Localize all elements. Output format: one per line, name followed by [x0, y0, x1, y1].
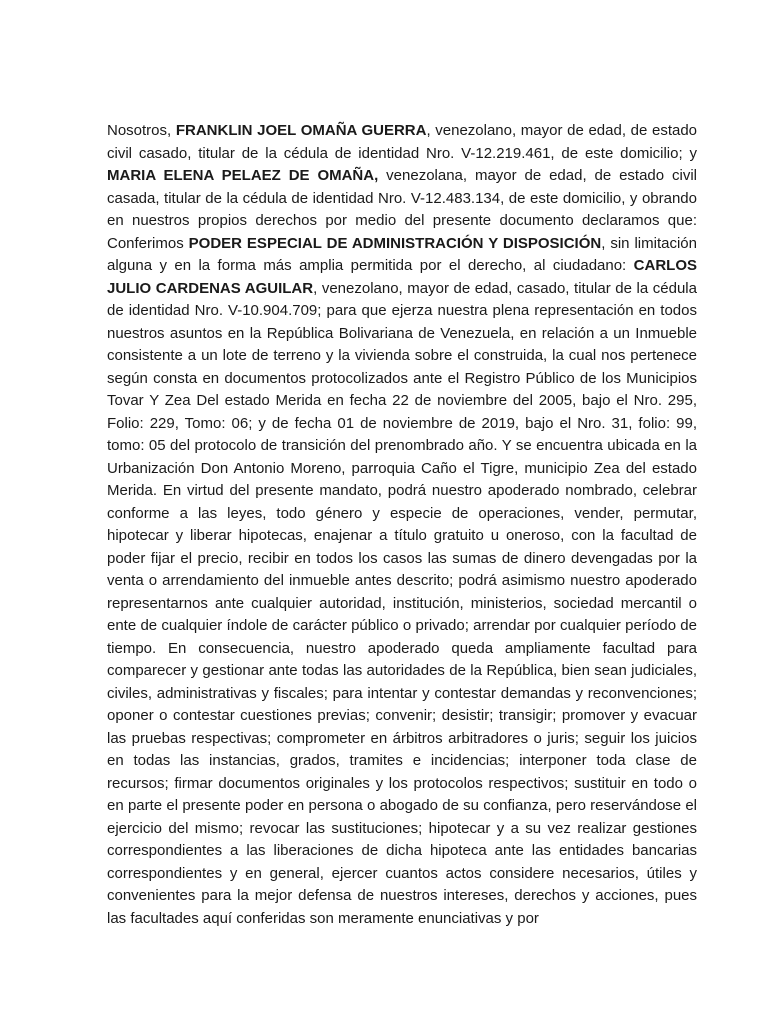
text-run: , venezolano, mayor de edad, de estado civil casado, titular de la cédula de identidad Nro. V-12.219.461, de este domicilio; y — [107, 122, 698, 162]
power-type: PODER ESPECIAL DE ADMINISTRACIÓN Y DISPOSICIÓN — [188, 234, 602, 252]
text-run: venezolana, mayor de edad, de estado civil casada, titular de la cédula de identidad Nro. V-12.483.134, de este domicilio, y obrando en nuestros propios derechos por medio del presente documento declaramos que: Conferimos — [107, 167, 697, 252]
text-run: Nosotros, — [107, 122, 176, 139]
text-run: , sin limitación alguna y en la forma más amplia permitida por el derecho, al ciudadano: — [107, 234, 697, 274]
name-franklin-joel: FRANKLIN JOEL OMAÑA GUERRA — [175, 122, 427, 139]
name-carlos-julio: CARLOS JULIO CARDENAS AGUILAR — [107, 257, 697, 297]
document-paragraph — [107, 120, 697, 930]
name-maria-elena: MARIA ELENA PELAEZ DE OMAÑA, — [107, 167, 379, 184]
text-run: , venezolano, mayor de edad, casado, titular de la cédula de identidad Nro. V-10.904.709; para que ejerza nuestra plena representación en todos nuestros asuntos en la República Bolivariana de Venezuela, en relación a un Inmueble consistente a un lote de terreno y la vivienda sobre el construida, la cual nos pertenece según consta en documentos protocolizados ante el Registro Público de los Municipios Tovar Y Zea Del estado Merida en fecha 22 de noviembre del 2005, bajo el Nro. 295, Folio: 229, Tomo: 06; y de fecha 01 de noviembre de 2019, bajo el Nro. 31, folio: 99, tomo: 05 del protocolo de transición del prenombrado año. Y se encuentra ubicada en la Urbanización Don Antonio Moreno, parroquia Caño el Tigre, municipio Zea del estado Merida. En virtud del presente mandato, podrá nuestro apoderado nombrado, celebrar conforme a las leyes, todo género y especie de operaciones, vender, permutar, hipotecar y liberar hipotecas, enajenar a título gratuito u oneroso, con la facultad de poder fijar el precio, recibir en todos los casos las sumas de dinero devengadas por la venta o arrendamiento del inmueble antes descrito; podrá asimismo nuestro apoderado representarnos ante cualquier autoridad, institución, ministerios, sociedad mercantil o ente de cualquier índole de carácter público o privado; arrendar por cualquier período de tiempo. En consecuencia, nuestro apoderado queda ampliamente facultad para comparecer y gestionar ante todas las autoridades de la República, bien sean judiciales, civiles, administrativas y fiscales; para intentar y contestar demandas y reconvenciones; oponer o contestar cuestiones previas; convenir; desistir; transigir; promover y evacuar las pruebas respectivas; comprometer en árbitros arbitradores o juris; seguir los juicios en todas las instancias, grados, tramites e incidencias; interponer toda clase de recursos; firmar documentos originales y los protocolos respectivos; sustituir en todo o en parte el presente poder en persona o abogado de su confianza, pero reservándose el ejercicio del mismo; revocar las sustituciones; hipotecar y a su vez realizar gestiones correspondientes a las liberaciones de dicha hipoteca ante las entidades bancarias correspondientes y en general, ejercer cuantos actos considere necesarios, útiles y convenientes para la mejor defensa de nuestros intereses, derechos y acciones, pues las facultades aquí conferidas son meramente enunciativas y por — [107, 279, 697, 927]
